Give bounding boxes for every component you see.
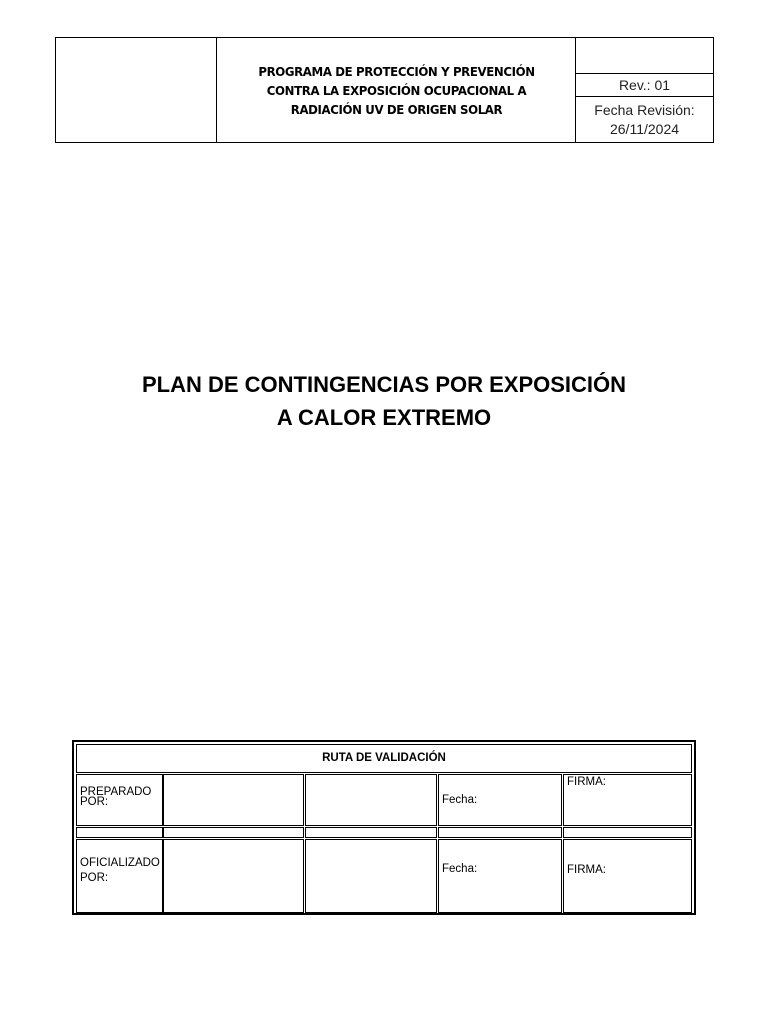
document-title-line1: PLAN DE CONTINGENCIAS POR EXPOSICIÓN <box>141 372 627 397</box>
spacer-cell <box>163 827 304 838</box>
approved-by-blank-cell <box>305 839 437 913</box>
document-header <box>55 37 714 143</box>
program-title: PROGRAMA DE PROTECCIÓN Y PREVENCIÓN CONTRA LA EXPOSICIÓN OCUPACIONAL A RADIACIÓN UV DE ORIGEN SOLAR <box>227 38 564 143</box>
prepared-by-blank-cell <box>305 774 437 826</box>
prepared-by-name-cell <box>163 774 304 826</box>
revision-date-value: 26/11/2024 <box>609 120 680 137</box>
approved-by-name-cell <box>163 839 304 913</box>
revision-number: Rev.: 01 <box>576 74 714 97</box>
prepared-by-label: PREPARADO POR: <box>76 774 163 826</box>
revision-date-cell <box>576 97 714 143</box>
spacer-cell <box>76 827 163 838</box>
approved-date-label: Fecha: <box>438 839 562 913</box>
prepared-signature-label: FIRMA: <box>563 774 692 826</box>
validation-table <box>72 740 696 915</box>
approved-signature-label: FIRMA: <box>563 839 692 913</box>
logo-cell <box>56 38 217 143</box>
validation-heading: RUTA DE VALIDACIÓN <box>76 744 692 773</box>
prepared-date-label: Fecha: <box>438 774 562 826</box>
document-title <box>0 368 768 434</box>
header-blank-cell <box>576 38 714 74</box>
revision-date-label: Fecha Revisión: <box>594 101 695 118</box>
spacer-cell <box>305 827 437 838</box>
spacer-cell <box>563 827 692 838</box>
approved-by-label: OFICIALIZADO POR: <box>76 839 163 913</box>
spacer-cell <box>438 827 562 838</box>
document-title-line2: A CALOR EXTREMO <box>276 405 492 430</box>
